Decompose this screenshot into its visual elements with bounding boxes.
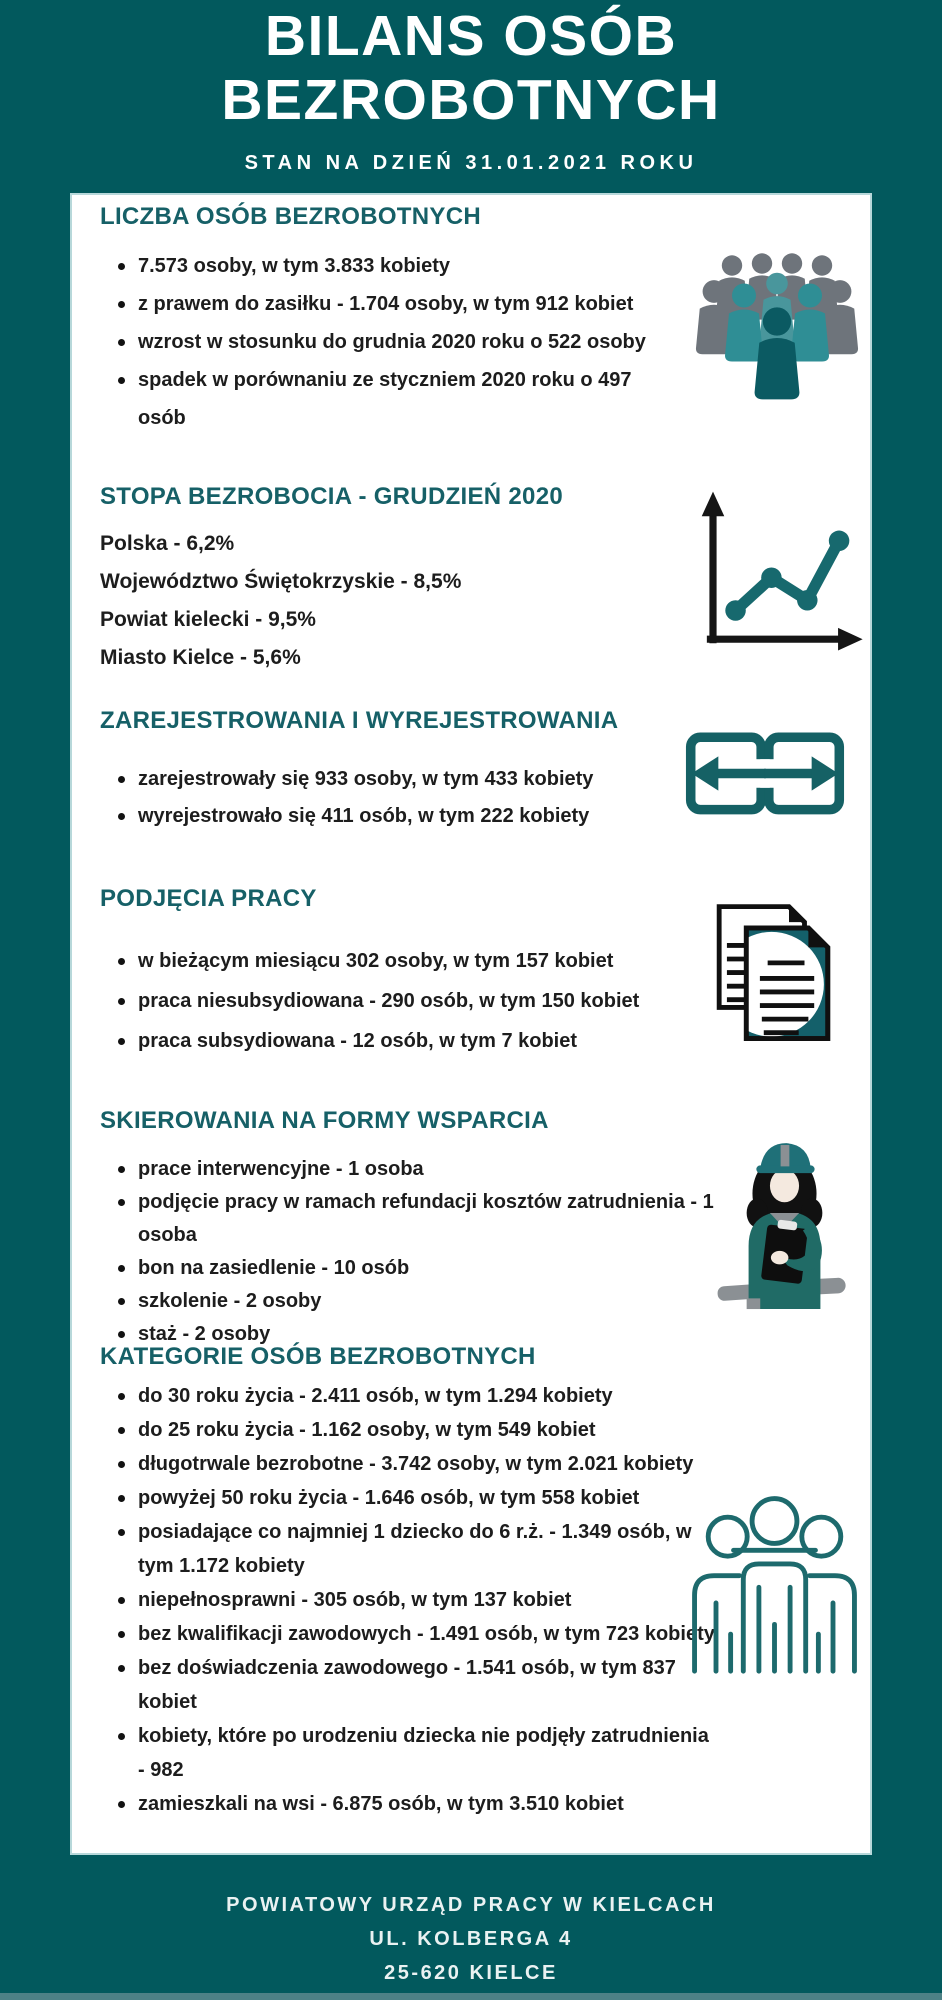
advisor-woman-icon (702, 1107, 867, 1317)
list-item: posiadające co najmniej 1 dziecko do 6 r.ż. - 1.349 osób, w tym 1.172 kobiety (116, 1515, 716, 1583)
list-item: prace interwencyjne - 1 osoba (116, 1153, 736, 1186)
list-item: wyrejestrowało się 411 osób, w tym 222 kobiety (116, 798, 736, 835)
list-item: 7.573 osoby, w tym 3.833 kobiety (116, 247, 661, 285)
list-item: wzrost w stosunku do grudnia 2020 roku o 522 osoby (116, 323, 661, 361)
page-title-line1: BILANS OSÓB (264, 4, 678, 68)
list-item: powyżej 50 roku życia - 1.646 osób, w tym 558 kobiet (116, 1481, 716, 1515)
list-item: w bieżącym miesiącu 302 osoby, w tym 157 kobiet (116, 941, 736, 981)
section-liczba-osob (100, 203, 661, 437)
list-item: długotrwale bezrobotne - 3.742 osoby, w tym 2.021 kobiety (116, 1447, 716, 1481)
footer-org-name: POWIATOWY URZĄD PRACY W KIELCACH (226, 1894, 716, 1916)
section-heading: STOPA BEZROBOCIA - GRUDZIEŃ 2020 (100, 483, 563, 510)
list-item: bez kwalifikacji zawodowych - 1.491 osób, w tym 723 kobiety (116, 1617, 716, 1651)
in-out-arrows-icon (684, 723, 846, 823)
list-item: kobiety, które po urodzeniu dziecka nie podjęły zatrudnienia - 982 (116, 1719, 716, 1787)
stat-line: Polska - 6,2% (100, 532, 235, 555)
list-item: spadek w porównaniu ze styczniem 2020 roku o 497 osób (116, 361, 661, 437)
bottom-edge (0, 1993, 942, 2000)
bullet-list (100, 1153, 736, 1351)
list-item: niepełnosprawni - 305 osób, w tym 137 kobiet (116, 1583, 716, 1617)
page-title-line2: BEZROBOTNYCH (221, 68, 721, 132)
section-zarejestrowania (100, 707, 736, 835)
page-title (0, 4, 942, 132)
people-outline-icon (677, 1485, 872, 1677)
section-heading: KATEGORIE OSÓB BEZROBOTNYCH (100, 1343, 536, 1370)
section-heading: SKIEROWANIA NA FORMY WSPARCIA (100, 1107, 549, 1134)
crowd-icon (682, 235, 862, 410)
stat-line: Miasto Kielce - 5,6% (100, 646, 301, 669)
stat-lines (100, 525, 563, 677)
footer-street: UL. KOLBERGA 4 (369, 1928, 573, 1950)
section-podjecia-pracy (100, 885, 736, 1061)
list-item: z prawem do zasiłku - 1.704 osoby, w tym 912 kobiet (116, 285, 661, 323)
section-heading: PODJĘCIA PRACY (100, 885, 317, 912)
list-item: zamieszkali na wsi - 6.875 osób, w tym 3.510 kobiet (116, 1787, 716, 1821)
bullet-list (100, 1379, 716, 1821)
list-item: do 25 roku życia - 1.162 osoby, w tym 549 kobiet (116, 1413, 716, 1447)
section-heading: ZAREJESTROWANIA I WYREJESTROWANIA (100, 707, 619, 734)
list-item: szkolenie - 2 osoby (116, 1285, 736, 1318)
page-subtitle: STAN NA DZIEŃ 31.01.2021 ROKU (244, 152, 698, 174)
bullet-list (100, 761, 736, 835)
list-item: praca niesubsydiowana - 290 osób, w tym 150 kobiet (116, 981, 736, 1021)
list-item: do 30 roku życia - 2.411 osób, w tym 1.294 kobiety (116, 1379, 716, 1413)
list-item: zarejestrowały się 933 osoby, w tym 433 kobiety (116, 761, 736, 798)
content-card (70, 193, 872, 1855)
section-stopa-bezrobocia (100, 483, 563, 677)
bullet-list (100, 247, 661, 437)
line-chart-icon (672, 467, 877, 672)
footer (0, 1888, 942, 1990)
section-heading: LICZBA OSÓB BEZROBOTNYCH (100, 203, 481, 230)
list-item: bez doświadczenia zawodowego - 1.541 osób, w tym 837 kobiet (116, 1651, 716, 1719)
section-kategorie (100, 1343, 716, 1821)
footer-city: 25-620 KIELCE (384, 1962, 558, 1984)
list-item: staż - 2 osoby (116, 1318, 736, 1351)
bullet-list (100, 941, 736, 1061)
list-item: praca subsydiowana - 12 osób, w tym 7 kobiet (116, 1021, 736, 1061)
stat-line: Województwo Świętokrzyskie - 8,5% (100, 570, 462, 593)
section-skierowania (100, 1107, 736, 1351)
stat-line: Powiat kielecki - 9,5% (100, 608, 316, 631)
list-item: podjęcie pracy w ramach refundacji kosztów zatrudnienia - 1 osoba (116, 1186, 736, 1252)
documents-icon (690, 895, 855, 1055)
list-item: bon na zasiedlenie - 10 osób (116, 1252, 736, 1285)
